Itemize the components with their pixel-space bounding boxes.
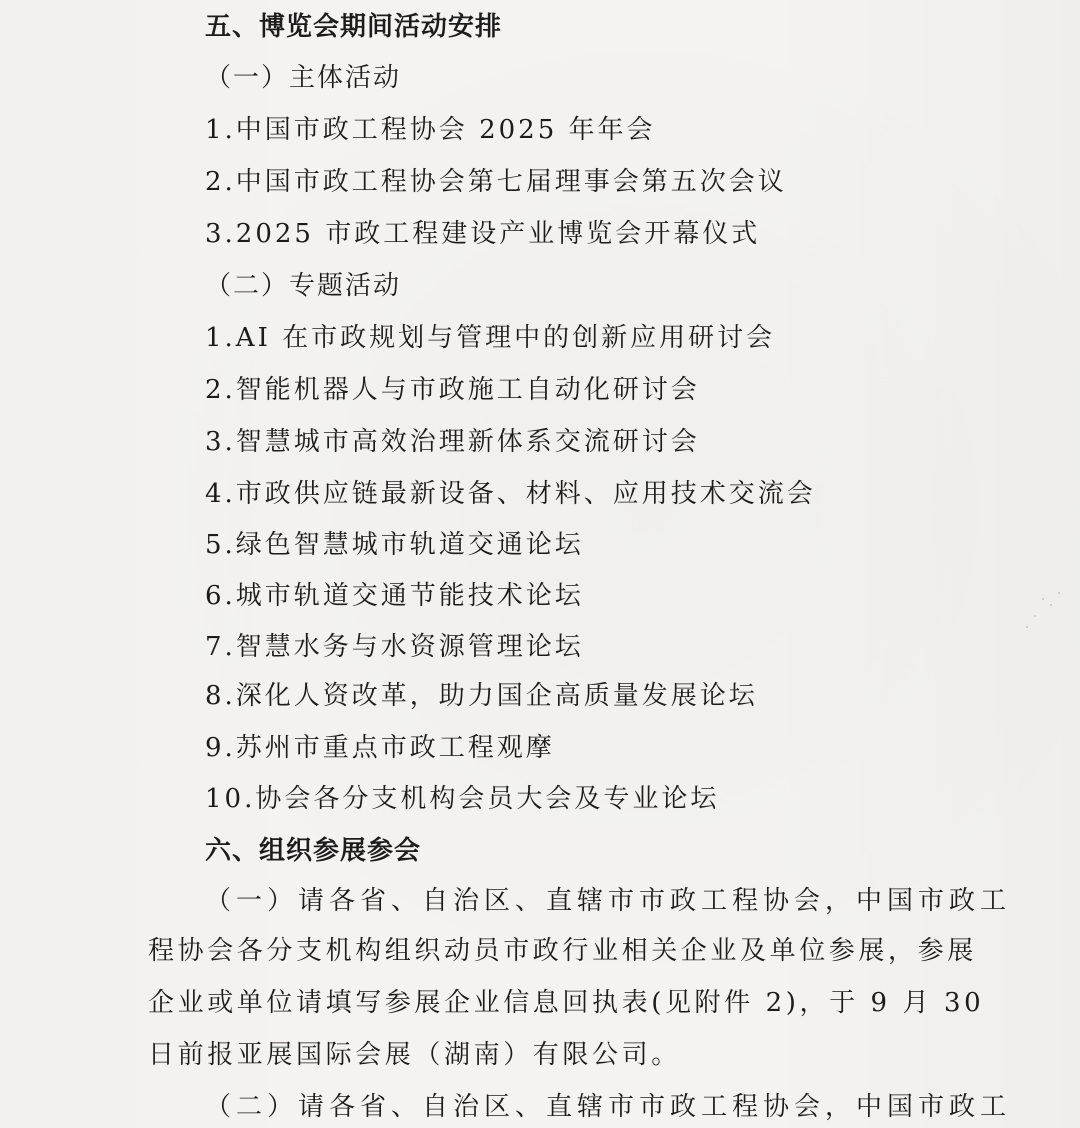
- list-item: 2.智能机器人与市政施工自动化研讨会: [205, 375, 700, 405]
- scan-speck: [1058, 592, 1060, 594]
- scan-speck: [1050, 604, 1052, 606]
- paragraph-line: （一）请各省、自治区、直辖市市政工程协会，中国市政工: [205, 886, 1012, 916]
- list-item: 10.协会各分支机构会员大会及专业论坛: [205, 784, 720, 814]
- list-item: 7.智慧水务与水资源管理论坛: [205, 632, 584, 662]
- list-item: 1.中国市政工程协会 2025 年年会: [205, 115, 656, 145]
- subheading-main-activities: （一）主体活动: [205, 63, 402, 93]
- subheading-special-activities: （二）专题活动: [205, 271, 402, 301]
- paragraph-line: 日前报亚展国际会展（湖南）有限公司。: [148, 1040, 681, 1070]
- list-item: 9.苏州市重点市政工程观摩: [205, 733, 555, 763]
- list-item: 2.中国市政工程协会第七届理事会第五次会议: [205, 167, 787, 197]
- section-heading-6: 六、组织参展参会: [205, 836, 422, 866]
- list-item: 1.AI 在市政规划与管理中的创新应用研讨会: [205, 323, 776, 353]
- paragraph-line: 程协会各分支机构组织动员市政行业相关企业及单位参展，参展: [148, 936, 977, 966]
- section-heading-5: 五、博览会期间活动安排: [205, 12, 503, 42]
- list-item: 3.2025 市政工程建设产业博览会开幕仪式: [205, 219, 761, 249]
- list-item: 4.市政供应链最新设备、材料、应用技术交流会: [205, 479, 816, 509]
- list-item: 6.城市轨道交通节能技术论坛: [205, 581, 584, 611]
- scan-speck: [1042, 598, 1044, 600]
- list-item: 8.深化人资改革，助力国企高质量发展论坛: [205, 681, 758, 711]
- paragraph-line: （二）请各省、自治区、直辖市市政工程协会，中国市政工: [205, 1092, 1012, 1122]
- list-item: 5.绿色智慧城市轨道交通论坛: [205, 530, 584, 560]
- scan-speck: [1026, 626, 1028, 628]
- list-item: 3.智慧城市高效治理新体系交流研讨会: [205, 427, 700, 457]
- paragraph-line: 企业或单位请填写参展企业信息回执表(见附件 2)，于 9 月 30: [148, 988, 985, 1018]
- scan-speck: [1034, 615, 1036, 617]
